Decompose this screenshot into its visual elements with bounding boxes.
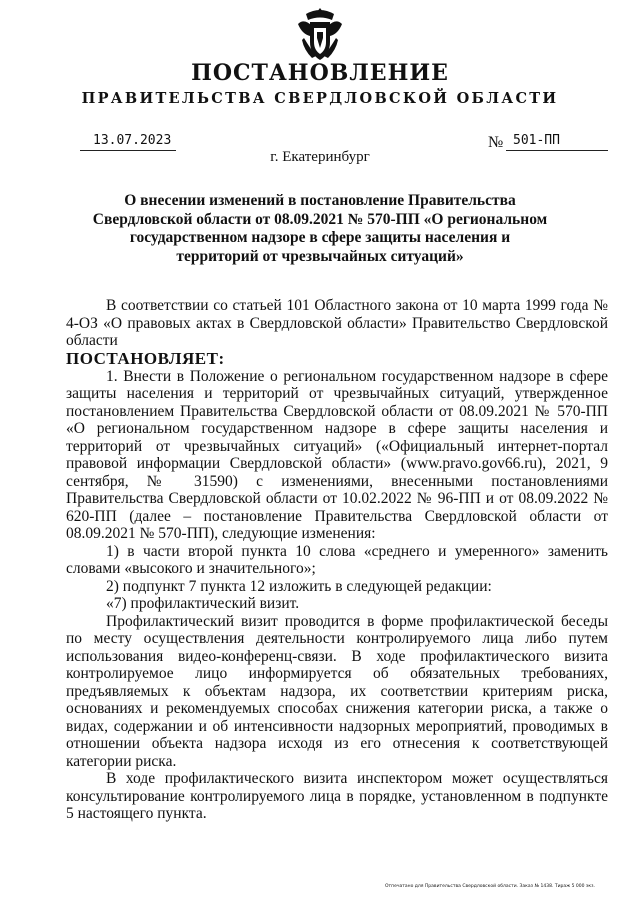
consulting-paragraph: В ходе профилактического визита инспектором может осуществляться консультирование контролируемого лица в порядке, установленном в подпункте 5 настоящего пункта. xyxy=(66,770,608,822)
issuer-title: ПРАВИТЕЛЬСТВА СВЕРДЛОВСКОЙ ОБЛАСТИ xyxy=(81,90,559,107)
document-number: 501-ПП xyxy=(513,133,560,148)
print-footer: Отпечатано для Правительства Свердловской области. Заказ № 1438. Тираж 5 000 экз. xyxy=(385,884,595,889)
subitem-2-paragraph: 2) подпункт 7 пункта 12 изложить в следующей редакции: xyxy=(106,577,492,595)
document-body xyxy=(66,297,608,823)
document-title: ПОСТАНОВЛЕНИЕ xyxy=(191,60,449,86)
number-sign: № xyxy=(488,134,504,151)
item-1-paragraph: 1. Внести в Положение о региональном государственном надзоре в сфере защиты населения и территорий от чрезвычайных ситуаций, утвержденное постановлением Правительства Свердловской области от 08.09.2021 № 570-ПП «О региональном государственном надзоре в сфере защиты населения и территорий от чрезвычайных ситуаций» («Официальный интернет-портал правовой информации Свердловской области» (www.pravo.gov66.ru), 2021, 9 сентября, № 31590) с изменениями, внесенными постановлениями Правительства Свердловской области от 10.02.2022 № 96-ПП и от 08.09.2022 № 620-ПП (далее – постановление Правительства Свердловской области от 08.09.2021 № 570-ПП), следующие изменения: xyxy=(66,367,608,542)
resolves-label: ПОСТАНОВЛЯЕТ: xyxy=(66,348,225,368)
visit-description-paragraph: Профилактический визит проводится в форме профилактической беседы по месту осуществления деятельности контролируемого лица либо путем использования видео-конференц-связи. В ходе профилактического визита контролируемое лицо информируется об обязательных требованиях, предъявляемых к объектам надзора, их соответствии критериям риска, основаниях и рекомендуемых способах снижения категории риска, а также о видах, содержании и об интенсивности надзорных мероприятий, проводимых в отношении объекта надзора исходя из его отнесения к соответствующей категории риска. xyxy=(66,612,608,770)
preamble-paragraph: В соответствии со статьей 101 Областного закона от 10 марта 1999 года № 4-ОЗ «О правовых актах в Свердловской области» Правительство Свердловской области xyxy=(66,297,608,349)
document-city: г. Екатеринбург xyxy=(270,149,370,165)
document-date: 13.07.2023 xyxy=(93,133,172,148)
subitem-3-paragraph: «7) профилактический визит. xyxy=(106,595,300,612)
document-heading: О внесении изменений в постановление Правительства Свердловской области от 08.09.2021 № 570-ПП «О региональном государственном надзоре в сфере защиты населения и территорий от чрезвычайных ситуаций» xyxy=(92,192,548,265)
coat-of-arms-emblem xyxy=(296,6,344,62)
subitem-1-paragraph: 1) в части второй пункта 10 слова «среднего и умеренного» заменить словами «высокого и значительного»; xyxy=(66,542,608,577)
